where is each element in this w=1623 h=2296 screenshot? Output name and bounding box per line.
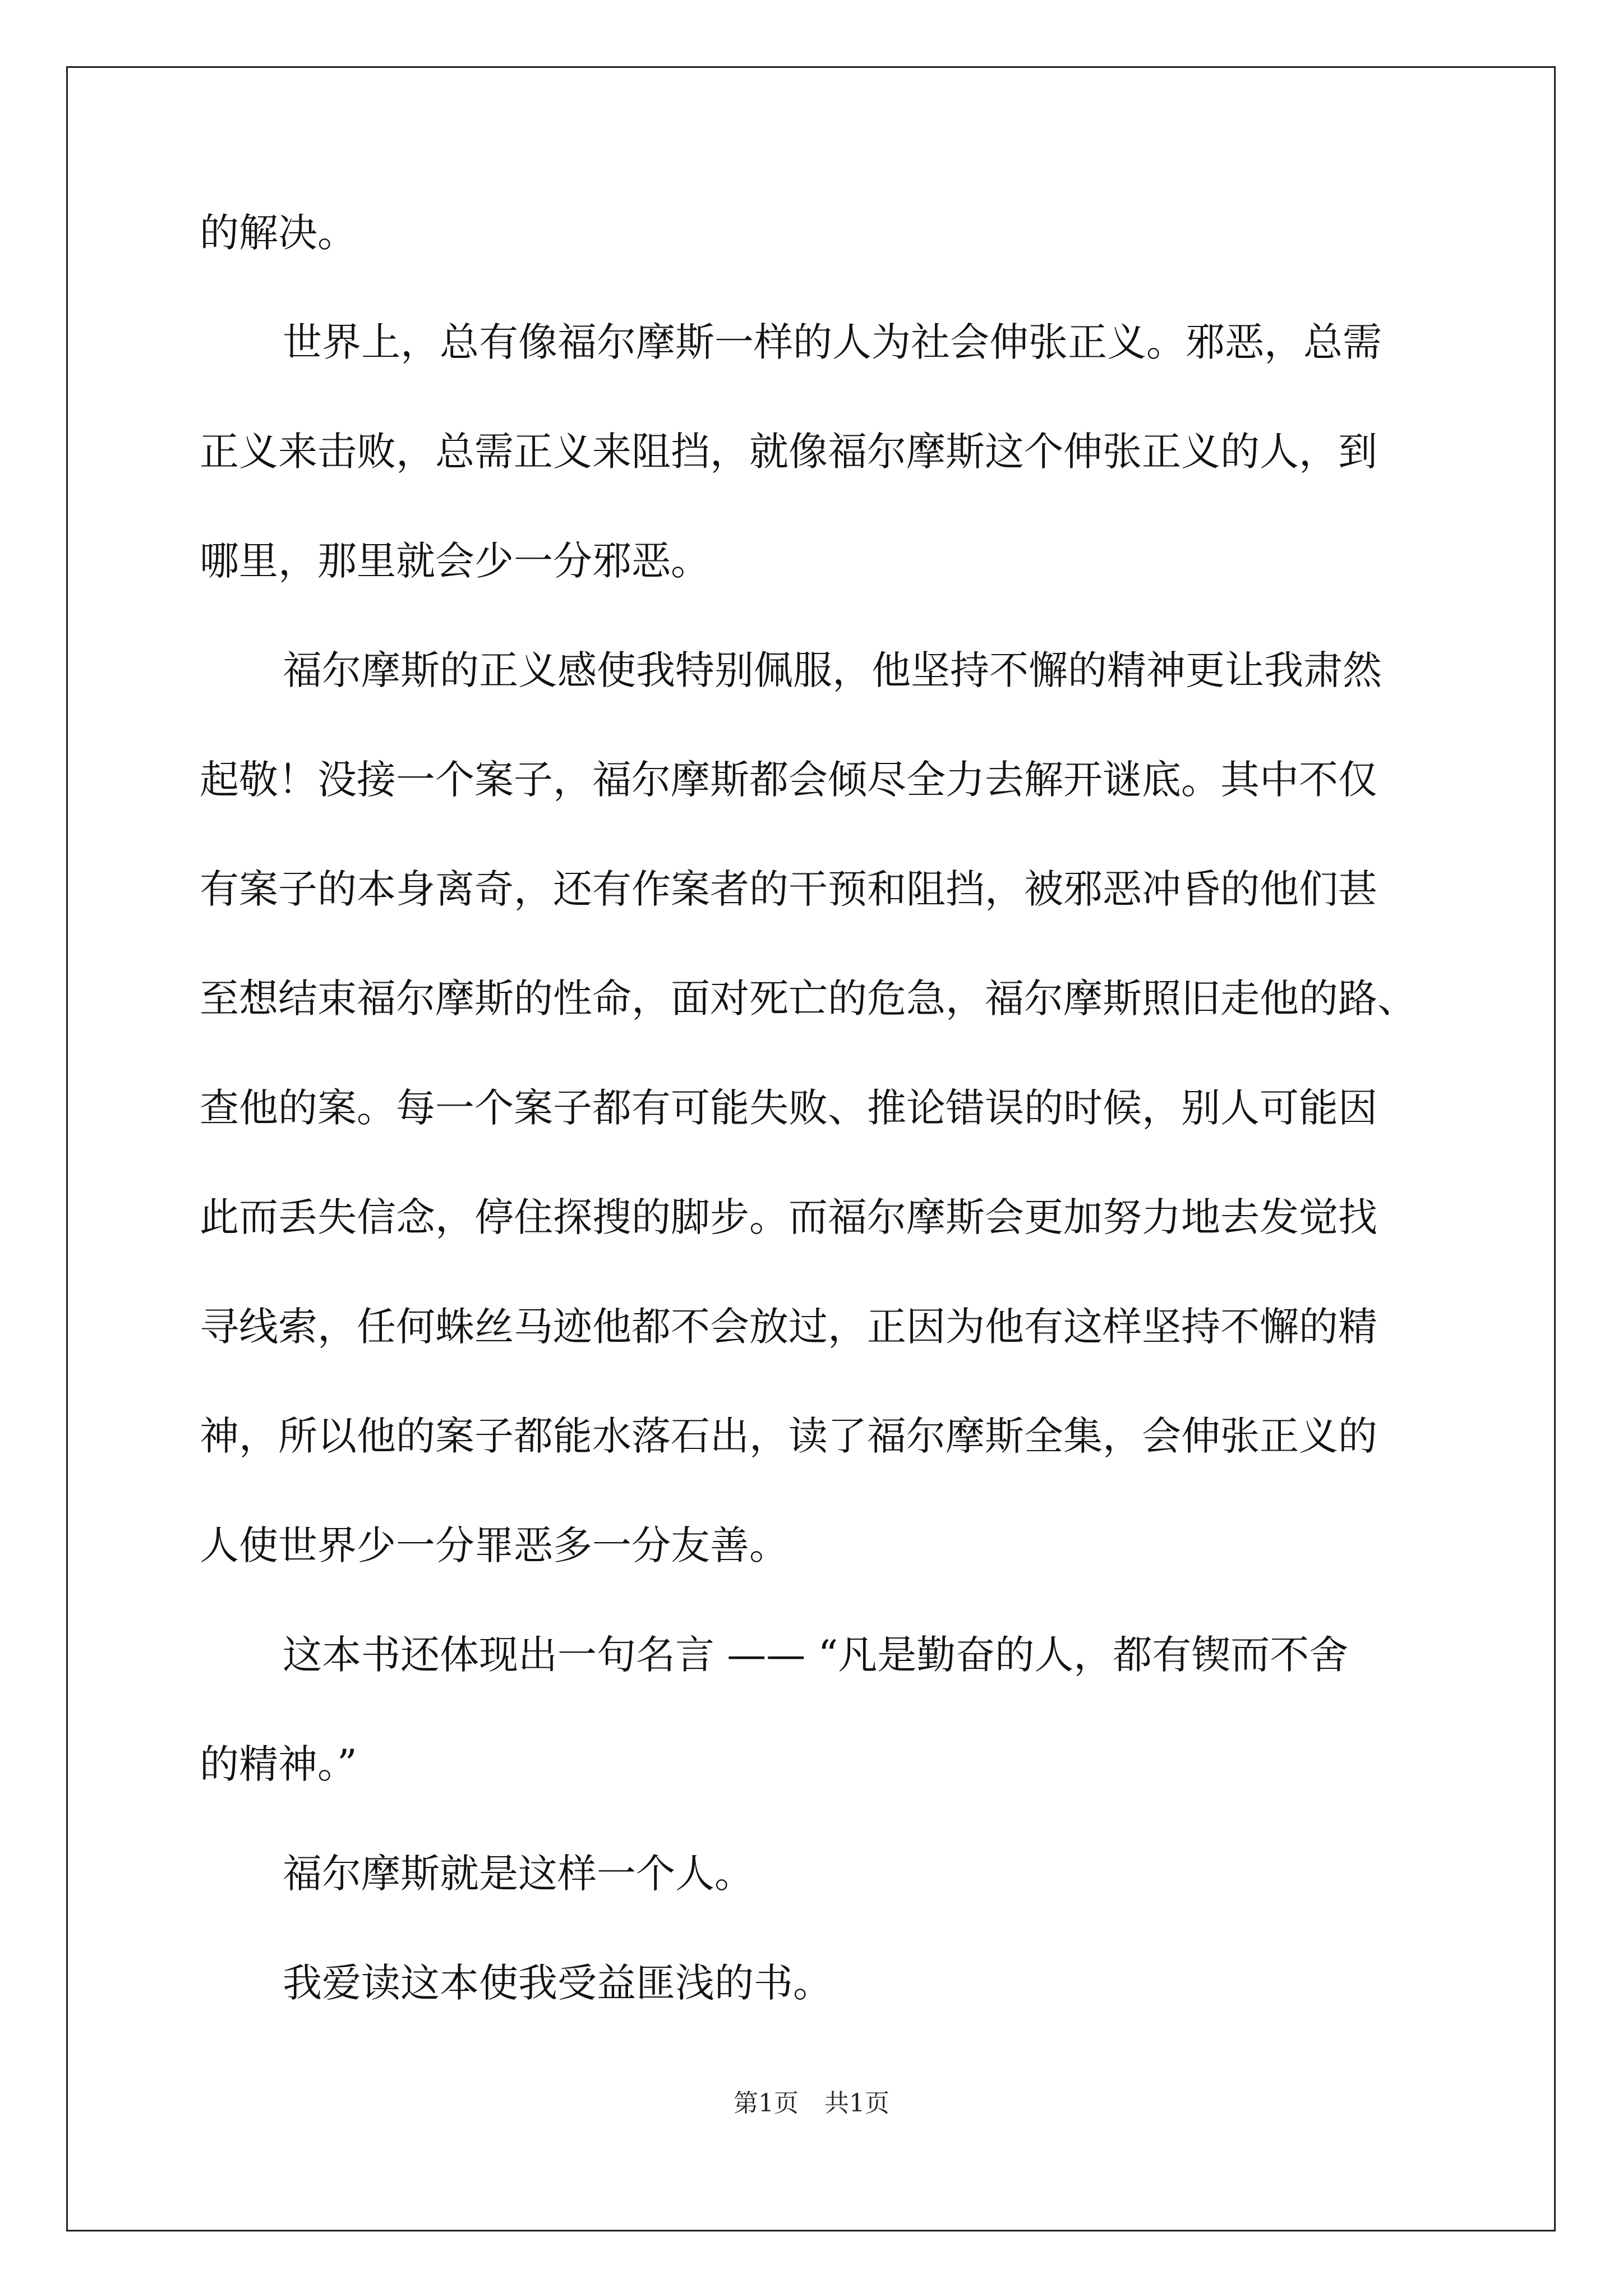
- page-footer: [0, 2087, 1623, 2120]
- text-line: 的精神。”: [200, 1741, 357, 1787]
- text-line: 人使世界少一分罪恶多一分友善。: [200, 1522, 789, 1568]
- page-border: [66, 66, 1556, 2231]
- text-line: 哪里，那里就会少一分邪恶。: [200, 538, 710, 584]
- paragraph-start-line: 世界上，总有像福尔摩斯一样的人为社会伸张正义。邪恶，总需: [283, 319, 1382, 365]
- text-line: 至想结束福尔摩斯的性命，面对死亡的危急，福尔摩斯照旧走他的路、: [200, 976, 1417, 1022]
- page-total: 共1页: [824, 2089, 889, 2118]
- text-line: 起敬！没接一个案子，福尔摩斯都会倾尽全力去解开谜底。其中不仅: [200, 757, 1377, 803]
- text-line: 有案子的本身离奇，还有作案者的干预和阻挡，被邪恶冲昏的他们甚: [200, 866, 1377, 912]
- paragraph-start-line: 福尔摩斯的正义感使我特别佩服，他坚持不懈的精神更让我肃然: [283, 647, 1382, 693]
- paragraph-start-line: 这本书还体现出一句名言 —— “凡是勤奋的人，都有锲而不舍: [283, 1632, 1349, 1678]
- text-line: 的解决。: [200, 210, 357, 256]
- text-line: 此而丢失信念，停住探搜的脚步。而福尔摩斯会更加努力地去发觉找: [200, 1194, 1377, 1240]
- text-line: 查他的案。每一个案子都有可能失败、推论错误的时候，别人可能因: [200, 1085, 1377, 1131]
- text-line: 神，所以他的案子都能水落石出，读了福尔摩斯全集，会伸张正义的: [200, 1413, 1377, 1459]
- text-line: 寻线索，任何蛛丝马迹他都不会放过，正因为他有这样坚持不懈的精: [200, 1304, 1377, 1350]
- text-line: 正义来击败，总需正义来阻挡，就像福尔摩斯这个伸张正义的人，到: [200, 429, 1377, 475]
- paragraph-start-line: 福尔摩斯就是这样一个人。: [283, 1851, 754, 1897]
- paragraph-start-line: 我爱读这本使我受益匪浅的书。: [283, 1960, 832, 2006]
- page-number: 第1页: [734, 2089, 799, 2118]
